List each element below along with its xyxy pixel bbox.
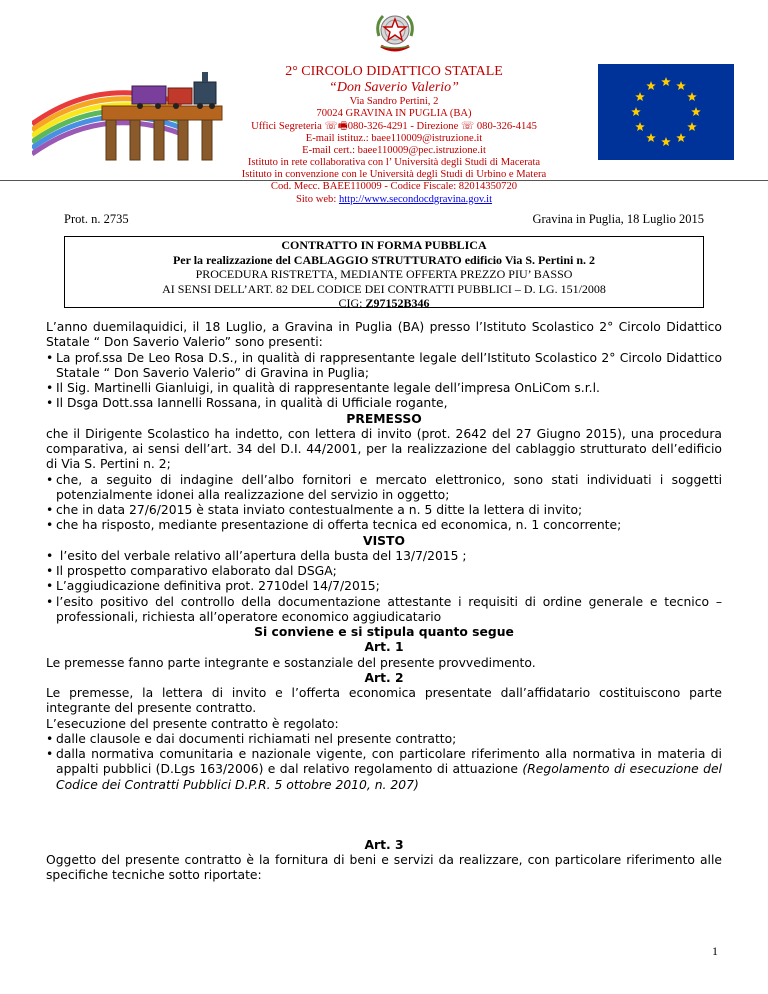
header-divider: [0, 180, 768, 181]
school-phones: Uffici Segreteria ☏🖷080-326-4291 - Direzione ☏ 080-326-4145: [251, 120, 537, 132]
list-item: • che in data 27/6/2015 è stata inviato contestualmente a n. 5 ditte la lettera di invito;: [46, 503, 583, 517]
art3-heading: Art. 3: [364, 837, 404, 852]
art3-paragraph: Oggetto del presente contratto è la fornitura di beni e servizi da realizzare, con particolare riferimento alle specifiche tecniche sotto riportate:: [46, 853, 722, 883]
document-date: Gravina in Puglia, 18 Luglio 2015: [532, 212, 704, 226]
list-item: • che ha risposto, mediante presentazione di offerta tecnica ed economica, n. 1 concorrente;: [46, 518, 622, 533]
school-city: 70024 GRAVINA IN PUGLIA (BA): [316, 108, 472, 120]
protocol-number: Prot. n. 2735: [64, 212, 129, 226]
art2-heading: Art. 2: [364, 670, 404, 685]
contract-subject: Per la realizzazione del CABLAGGIO STRUTTURATO edificio Via S. Pertini n. 2: [172, 252, 596, 267]
list-item: • La prof.ssa De Leo Rosa D.S., in qualità di rappresentante legale dell’Istituto Scolastico 2° Circolo Didattico Statale “ Don Saverio Valerio” di Gravina in Puglia;: [46, 350, 722, 380]
list-item: • Il Dsga Dott.ssa Iannelli Rossana, in qualità di Ufficiale rogante,: [46, 396, 448, 411]
premesso-paragraph: che il Dirigente Scolastico ha indetto, con lettera di invito (prot. 2642 del 27 Giugno 2015), una procedura comparativa, ai sensi dell’art. 34 del D.I. 44/2001, per la realizzazione del cablaggio strutturato dell’edificio di Via S. Pertini n. 2;: [46, 426, 722, 472]
website-link[interactable]: http://www.secondocdgravina.gov.it: [338, 193, 493, 205]
contract-title: CONTRATTO IN FORMA PUBBLICA: [281, 238, 487, 252]
eu-flag-icon: [598, 64, 734, 160]
cig-label: CIG:: [338, 296, 366, 310]
list-item: • Il Sig. Martinelli Gianluigi, in qualità di rappresentante legale dell’impresa OnLiCom s.r.l.: [46, 381, 600, 395]
contract-body: [46, 320, 722, 884]
list-item: • dalle clausole e dai documenti richiamati nel presente contratto;: [46, 731, 457, 746]
cig-value: Z97152B346: [365, 296, 430, 310]
school-header: [180, 64, 608, 206]
premesso-heading: PREMESSO: [346, 411, 422, 426]
list-item: • L’aggiudicazione definitiva prot. 2710del 14/7/2015;: [46, 579, 380, 594]
school-email: E-mail istituz.: baee110009@istruzione.it: [305, 132, 483, 144]
school-name: “Don Saverio Valerio”: [329, 80, 459, 96]
regulation-reference: (Regolamento di esecuzione del Codice dei Contratti Pubblici D.P.R. 5 ottobre 2010, n. 207): [56, 762, 722, 792]
list-item: • che, a seguito di indagine dell’albo fornitori e mercato elettronico, sono stati individuati i soggetti potenzialmente idonei alla realizzazione del servizio in oggetto;: [46, 472, 722, 502]
art2-subparagraph: L’esecuzione del presente contratto è regolato:: [46, 716, 339, 731]
agreement-heading: Si conviene e si stipula quanto segue: [254, 625, 514, 639]
procedure-type: PROCEDURA RISTRETTA, MEDIANTE OFFERTA PREZZO PIU’ BASSO: [195, 267, 573, 281]
school-network-1: Istituto in rete collaborativa con l’ Università degli Studi di Macerata: [247, 157, 541, 169]
school-network-2: Istituto in convenzione con le Università degli Studi di Urbino e Matera: [241, 169, 547, 181]
school-title: 2° CIRCOLO DIDATTICO STATALE: [285, 64, 503, 79]
school-website-line: [180, 194, 608, 206]
visto-heading: VISTO: [363, 533, 405, 548]
art1-heading: Art. 1: [364, 640, 404, 655]
list-item: • dalla normativa comunitaria e nazionale vigente, con particolare riferimento alla normativa in materia di appalti pubblici (D.Lgs 163/2006) e dal relativo regolamento di attuazione (Regolamento di esecuzione del Codice dei Contratti Pubblici D.P.R. 5 ottobre 2010, n. 207): [46, 747, 722, 792]
school-codes: Cod. Mecc. BAEE110009 - Codice Fiscale: 82014350720: [270, 181, 518, 193]
school-pec: E-mail cert.: baee110009@pec.istruzione.it: [302, 144, 486, 156]
list-item: • l’esito del verbale relativo all’apertura della busta del 13/7/2015 ;: [46, 548, 467, 563]
school-address: Via Sandro Pertini, 2: [349, 96, 439, 108]
website-label: Sito web:: [295, 193, 339, 205]
page-number: 1: [712, 944, 718, 958]
list-item: • Il prospetto comparativo elaborato dal DSGA;: [46, 564, 337, 578]
list-item: • l’esito positivo del controllo della documentazione attestante i requisiti di ordine generale e tecnico – professionali, richiesta all’operatore economico aggiudicatario: [46, 594, 722, 624]
art2-paragraph: Le premesse, la lettera di invito e l’offerta economica presentate dall’affidatario costituiscono parte integrante del presente contratto.: [46, 686, 722, 716]
italian-republic-emblem-icon: [373, 6, 417, 56]
contract-title-box: [64, 236, 704, 308]
cig-line: [65, 296, 703, 311]
legal-reference: AI SENSI DELL’ART. 82 DEL CODICE DEI CONTRATTI PUBBLICI – D. LG. 151/2008: [162, 281, 606, 296]
art1-paragraph: Le premesse fanno parte integrante e sostanziale del presente provvedimento.: [46, 655, 536, 670]
intro-paragraph: L’anno duemilaquidici, il 18 Luglio, a Gravina in Puglia (BA) presso l’Istituto Scolastico 2° Circolo Didattico Statale “ Don Saverio Valerio” sono presenti:: [46, 320, 722, 350]
